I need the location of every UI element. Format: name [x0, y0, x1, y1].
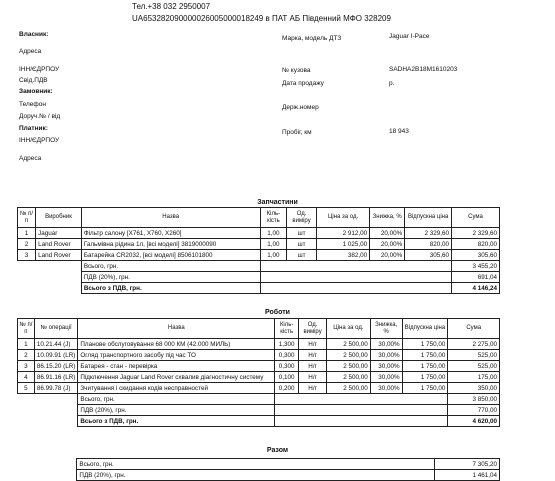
reg-label: Держ.номер — [282, 104, 319, 111]
col-header: Ціна за од. — [327, 319, 371, 339]
col-header: Кіль-кість — [260, 208, 287, 228]
cell: 2 500,00 — [327, 339, 371, 350]
cell: 2 275,00 — [448, 339, 500, 350]
cell: Батарейка CR2032, [всі моделі] 8506101800 — [81, 250, 260, 261]
cell: 86.99.78 (J) — [34, 383, 78, 394]
col-header: Назва — [78, 319, 275, 339]
cell: 350,00 — [448, 383, 500, 394]
col-header: Відпускна ціна — [402, 319, 448, 339]
parts-total-row — [18, 261, 500, 272]
cell: 525,00 — [448, 350, 500, 361]
vin-value: SADHA2B18M1610203 — [389, 66, 458, 73]
col-header: Знижка, % — [370, 319, 402, 339]
cell: 30,00% — [370, 372, 402, 383]
summary-vat-label: ПДВ (20%), грн. — [77, 470, 435, 481]
cell: 1 025,00 — [316, 239, 369, 250]
parts-grand-label: Всього з ПДВ, грн. — [81, 283, 260, 294]
col-header: Назва — [81, 208, 260, 228]
cell: 0,100 — [275, 372, 299, 383]
cell: 2 912,00 — [316, 228, 369, 239]
table-row — [18, 372, 500, 383]
cell: 1,00 — [260, 239, 287, 250]
col-header: Од. виміру — [287, 208, 317, 228]
cell: Фільтр салону [X761, X760, X260] — [81, 228, 260, 239]
parts-vat-label: ПДВ (20%), грн. — [81, 272, 260, 283]
cell: Land Rover — [36, 239, 82, 250]
sale-date-value: р. — [389, 80, 395, 87]
parts-grand-value: 4 146,24 — [452, 283, 500, 294]
cell: 0,300 — [275, 361, 299, 372]
vin-label: № кузова — [282, 67, 311, 74]
owner-inn-label: ІНН/ЄДРПОУ — [19, 66, 60, 73]
cell: 2 — [18, 239, 36, 250]
cell: Зчитування і скидання кодів несправностей — [78, 383, 275, 394]
table-row — [18, 239, 500, 250]
col-header: № п/п — [18, 319, 35, 339]
payer-inn-label: ІНН/ЄДРПОУ — [19, 137, 60, 144]
summary-vat-row — [17, 470, 500, 481]
col-header: Знижка, % — [370, 208, 405, 228]
cell: 20,00% — [370, 250, 405, 261]
pdv-cert-label: Свід.ПДВ — [19, 77, 48, 84]
cell: Н/г — [299, 372, 327, 383]
cell: 30,00% — [370, 339, 402, 350]
cell: 305,60 — [405, 250, 452, 261]
col-header: Кіль-кість — [275, 319, 299, 339]
cell: 20,00% — [370, 239, 405, 250]
cell: 30,00% — [370, 350, 402, 361]
cell: Підключення Jaguar Land Rover схвалив діагностичну систему — [78, 372, 275, 383]
summary-total-row — [17, 459, 500, 470]
cell: 1 — [18, 228, 36, 239]
cell: 2 — [18, 350, 35, 361]
model-value: Jaguar I-Pace — [389, 33, 430, 40]
works-grand-row — [18, 416, 500, 427]
parts-total-label: Всього, грн. — [81, 261, 260, 272]
cell: шт — [287, 250, 317, 261]
col-header: Сума — [452, 208, 500, 228]
works-total-label: Всього, грн. — [78, 394, 275, 405]
cell: 3 — [18, 250, 36, 261]
cell: 305,60 — [452, 250, 500, 261]
cell: 2 500,00 — [327, 372, 371, 383]
cell: 30,00% — [370, 361, 402, 372]
works-vat-row — [18, 405, 500, 416]
mileage-label: Пробіг, км — [282, 129, 312, 136]
cell: 2 500,00 — [327, 361, 371, 372]
cell: 1 750,00 — [402, 361, 448, 372]
cell: 1,00 — [260, 228, 287, 239]
col-header: Сума — [448, 319, 500, 339]
cell: 4 — [18, 372, 35, 383]
cell: 1 750,00 — [402, 339, 448, 350]
works-vat-value: 770,00 — [448, 405, 500, 416]
table-row — [18, 361, 500, 372]
cell: 2 329,60 — [452, 228, 500, 239]
works-vat-label: ПДВ (20%), грн. — [78, 405, 275, 416]
parts-grand-row — [18, 283, 500, 294]
cell: 0,200 — [275, 383, 299, 394]
cell: 525,00 — [448, 361, 500, 372]
customer-label: Замовник: — [19, 88, 53, 95]
cell: 820,00 — [405, 239, 452, 250]
cell: Land Rover — [36, 250, 82, 261]
table-row — [18, 250, 500, 261]
cell: 2 329,60 — [405, 228, 452, 239]
phone-label: Телефон — [19, 101, 46, 108]
summary-vat-value: 1 461,04 — [435, 470, 500, 481]
cell: шт — [287, 239, 317, 250]
works-table — [17, 318, 500, 427]
works-grand-label: Всього з ПДВ, грн. — [78, 416, 275, 427]
cell: Огляд транспортного засобу під час ТО — [78, 350, 275, 361]
doc-label: Доруч.№ / від — [19, 113, 61, 120]
works-title: Роботи — [265, 309, 290, 316]
owner-label: Власник: — [19, 31, 49, 38]
cell: Н/г — [299, 383, 327, 394]
cell: 1 750,00 — [402, 383, 448, 394]
cell: 30,00% — [370, 383, 402, 394]
owner-address-label: Адреса — [19, 48, 42, 55]
model-label: Марка, модель ДТЗ — [282, 35, 342, 42]
cell: 2 500,00 — [327, 350, 371, 361]
cell: 1,00 — [260, 250, 287, 261]
cell: 86.15.20 (LR) — [34, 361, 78, 372]
cell: 20,00% — [370, 228, 405, 239]
cell: 10.09.91 (LR) — [34, 350, 78, 361]
works-total-value: 3 850,00 — [448, 394, 500, 405]
cell: 1 — [18, 339, 35, 350]
table-row — [18, 383, 500, 394]
cell: 0,300 — [275, 350, 299, 361]
cell: Планове обслуговування 68 000 КМ (42.000 МИЛЬ) — [78, 339, 275, 350]
cell: Jaguar — [36, 228, 82, 239]
cell: 1 750,00 — [402, 372, 448, 383]
cell: Батарея - стан - перевірка — [78, 361, 275, 372]
cell: Н/г — [299, 350, 327, 361]
col-header: № п/п — [18, 208, 36, 228]
cell: 1,300 — [275, 339, 299, 350]
sale-date-label: Дата продажу — [282, 80, 324, 87]
payer-address-label: Адреса — [19, 155, 42, 162]
col-header: Од. виміру — [299, 319, 327, 339]
summary-total-value: 7 305,20 — [435, 459, 500, 470]
summary-table — [17, 458, 500, 481]
parts-table — [17, 207, 500, 294]
mileage-value: 18 943 — [389, 128, 409, 135]
cell: шт — [287, 228, 317, 239]
parts-vat-value: 691,04 — [452, 272, 500, 283]
cell: Н/г — [299, 339, 327, 350]
cell: 1 750,00 — [402, 350, 448, 361]
cell: Гальмівна рідина 1л, [всі моделі] 3819000090 — [81, 239, 260, 250]
cell: 86.91.16 (LR) — [34, 372, 78, 383]
cell: 5 — [18, 383, 35, 394]
parts-title: Запчастини — [257, 199, 298, 206]
col-header: Відпускна ціна — [405, 208, 452, 228]
summary-total-label: Всього, грн. — [77, 459, 435, 470]
cell: 175,00 — [448, 372, 500, 383]
table-row — [18, 228, 500, 239]
parts-vat-row — [18, 272, 500, 283]
cell: 2 500,00 — [327, 383, 371, 394]
col-header: Ціна за од. — [316, 208, 369, 228]
table-row — [18, 339, 500, 350]
cell: 820,00 — [452, 239, 500, 250]
works-total-row — [18, 394, 500, 405]
col-header: Виробник — [36, 208, 82, 228]
payer-label: Платник: — [19, 125, 48, 132]
cell: 382,00 — [316, 250, 369, 261]
parts-total-value: 3 455,20 — [452, 261, 500, 272]
cell: 3 — [18, 361, 35, 372]
table-row — [18, 350, 500, 361]
summary-title: Разом — [266, 447, 289, 454]
works-grand-value: 4 620,00 — [448, 416, 500, 427]
header-account: UA653282090000026005000018249 в ПАТ АБ Південний МФО 328209 — [132, 14, 391, 23]
cell: 10.21.44 (J) — [34, 339, 78, 350]
cell: Н/г — [299, 361, 327, 372]
header-phone: Тел.+38 032 2950007 — [132, 2, 211, 11]
col-header: № операції — [34, 319, 78, 339]
